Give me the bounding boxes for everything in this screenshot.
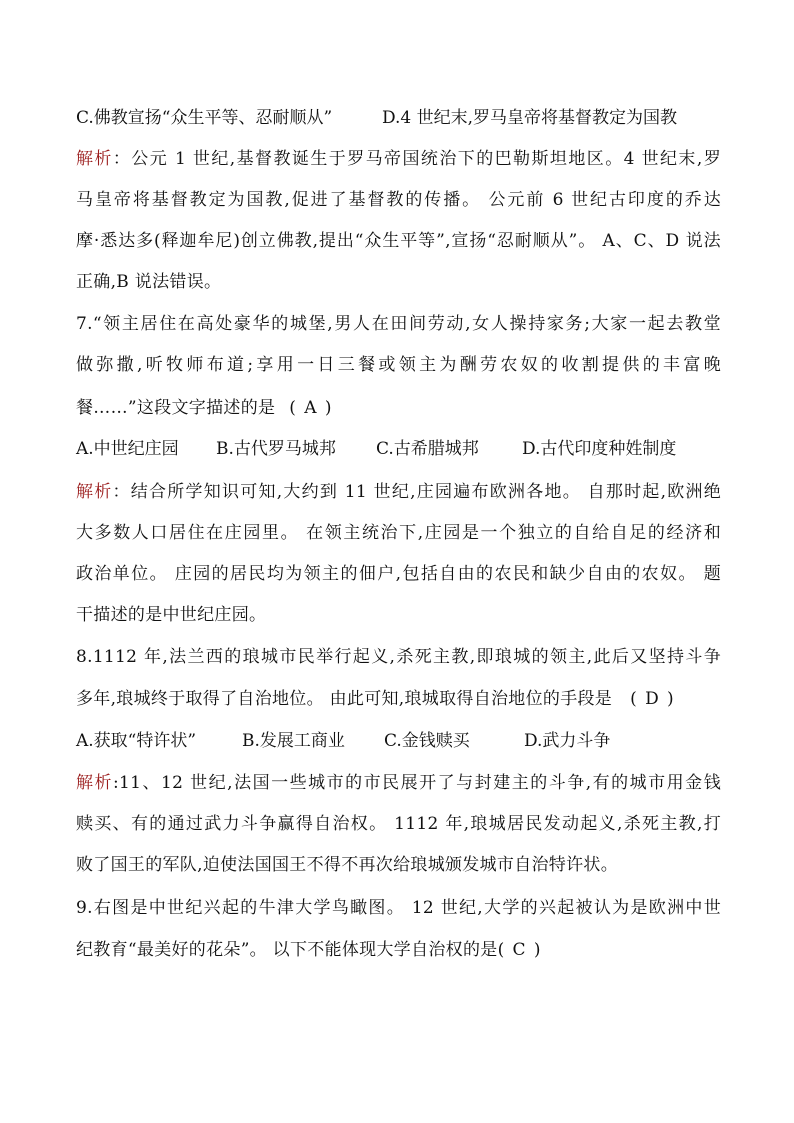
q9-stem-line-1: 9.右图是中世纪兴起的牛津大学鸟瞰图。 12 世纪,大学的兴起被认为是欧洲中世 [76, 898, 721, 918]
q7-options [76, 437, 726, 461]
q7-analysis-line-2: 大多数人口居住在庄园里。 在领主统治下,庄园是一个独立的自给自足的经济和 [76, 523, 721, 543]
q8-stem-line-1: 8.1112 年,法兰西的琅城市民举行起义,杀死主教,即琅城的领主,此后又坚持斗争 [76, 647, 721, 667]
analysis-label: 解析 [76, 149, 113, 169]
q6-analysis-line-1: 解析：公元 1 世纪,基督教诞生于罗马帝国统治下的巴勒斯坦地区。4 世纪末,罗 [76, 149, 721, 169]
q6-analysis-line-4: 正确,B 说法错误。 [76, 272, 222, 292]
q9-stem-line-2: 纪教育“最美好的花朵”。 以下不能体现大学自治权的是( C ) [76, 940, 541, 960]
q7-stem-line-3: 餐……”这段文字描述的是 ( A ) [76, 398, 332, 418]
q7-option-d: D.古代印度种姓制度 [522, 439, 677, 459]
q7-option-b: B.古代罗马城邦 [216, 439, 336, 459]
q8-analysis-line-2: 赎买、有的通过武力斗争赢得自治权。 1112 年,琅城居民发动起义,杀死主教,打 [76, 814, 721, 834]
q7-answer: A [304, 398, 317, 418]
q8-analysis-line-1: 解析:11、12 世纪,法国一些城市的市民展开了与封建主的斗争,有的城市用金钱 [76, 773, 721, 793]
analysis-label: 解析 [76, 773, 114, 793]
q7-option-c: C.古希腊城邦 [376, 439, 479, 459]
analysis-label: 解析 [76, 482, 113, 502]
q8-answer: D [645, 689, 659, 709]
q6-option-d: D.4 世纪末,罗马皇帝将基督教定为国教 [382, 108, 678, 128]
q9-answer: C [512, 940, 526, 960]
q8-option-a: A.获取“特许状” [76, 731, 197, 751]
q6-option-c: C.佛教宣扬“众生平等、忍耐顺从” [76, 108, 333, 128]
q8-option-d: D.武力斗争 [524, 731, 611, 751]
q8-option-b: B.发展工商业 [242, 731, 345, 751]
q8-stem-line-2: 多年,琅城终于取得了自治地位。 由此可知,琅城取得自治地位的手段是 ( D ) [76, 689, 674, 709]
q8-options [76, 729, 636, 753]
q6-analysis-line-3: 摩·悉达多(释迦牟尼)创立佛教,提出“众生平等”,宣扬“忍耐顺从”。 A、C、D 说法 [76, 231, 721, 251]
q6-options [76, 106, 736, 130]
q7-analysis-line-4: 干描述的是中世纪庄园。 [76, 605, 267, 625]
q7-stem-line-2: 做弥撒,听牧师布道;享用一日三餐或领主为酬劳农奴的收割提供的丰富晚 [76, 355, 721, 375]
q7-analysis-line-1: 解析：结合所学知识可知,大约到 11 世纪,庄园遍布欧洲各地。 自那时起,欧洲绝 [76, 482, 722, 502]
q8-analysis-line-3: 败了国王的军队,迫使法国国王不得不再次给琅城颁发城市自治特许状。 [76, 855, 619, 875]
q7-analysis-line-3: 政治单位。 庄园的居民均为领主的佃户,包括自由的农民和缺少自由的农奴。 题 [76, 564, 721, 584]
q8-option-c: C.金钱赎买 [384, 731, 470, 751]
q7-option-a: A.中世纪庄园 [76, 439, 179, 459]
q6-analysis-line-2: 马皇帝将基督教定为国教,促进了基督教的传播。 公元前 6 世纪古印度的乔达 [76, 190, 721, 210]
q7-stem-line-1: 7.“领主居住在高处豪华的城堡,男人在田间劳动,女人操持家务;大家一起去教堂 [76, 314, 721, 334]
